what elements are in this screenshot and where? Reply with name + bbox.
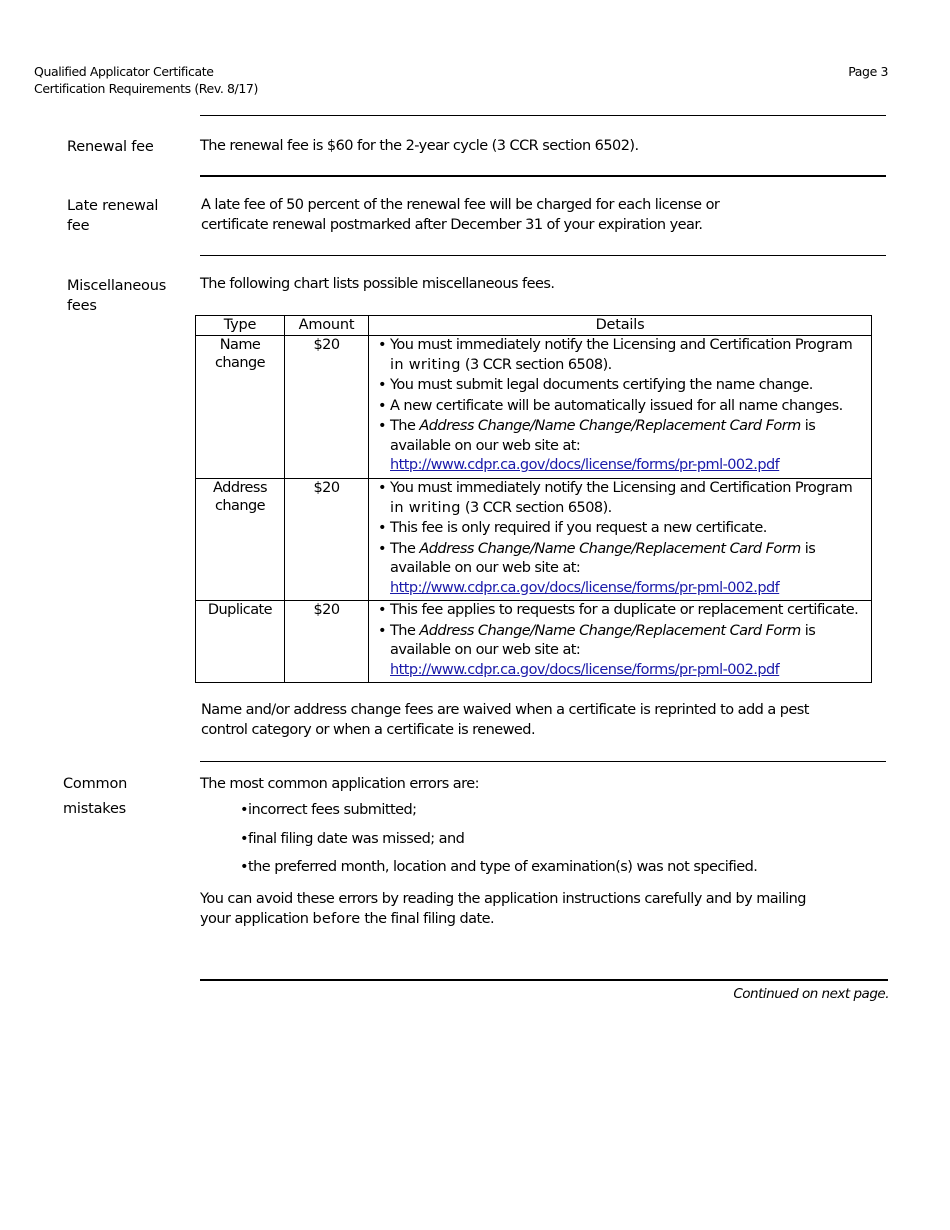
late-renewal-text: A late fee of 50 percent of the renewal fee will be charged for each license or certificate renewal postmarked after December 31 of your expiration year. — [201, 197, 720, 233]
list-item: • final filing date was missed; and — [200, 825, 757, 854]
table-row — [196, 336, 872, 479]
form-name: Address Change/Name Change/Replacement Card Form — [419, 540, 801, 557]
fee-type-cell: Name change — [196, 336, 285, 479]
detail-bullet: • This fee applies to requests for a duplicate or replacement certificate. — [390, 601, 865, 621]
form-link[interactable]: http://www.cdpr.ca.gov/docs/license/forms/pr-pml-002.pdf — [390, 661, 780, 678]
form-name: Address Change/Name Change/Replacement Card Form — [419, 418, 801, 434]
common-mistakes-intro: The most common application errors are: — [200, 776, 479, 792]
detail-bullet: • A new certificate will be automatically issued for all name changes. — [390, 397, 865, 417]
fee-details-cell — [369, 336, 872, 479]
renewal-fee-label: Renewal fee — [67, 139, 154, 155]
form-link[interactable]: http://www.cdpr.ca.gov/docs/license/forms/pr-pml-002.pdf — [390, 579, 780, 596]
fee-amount-cell: $20 — [285, 336, 369, 479]
renewal-fee-text: The renewal fee is $60 for the 2-year cycle (3 CCR section 6502). — [200, 138, 639, 154]
continued-note: Continued on next page. — [733, 986, 889, 1002]
table-header-row — [196, 316, 872, 336]
misc-fees-intro: The following chart lists possible miscellaneous fees. — [200, 276, 555, 292]
mistakes-list — [200, 796, 757, 882]
fee-details-cell — [369, 601, 872, 683]
misc-fees-note: Name and/or address change fees are waived when a certificate is reprinted to add a pest control category or when a certificate is renewed. — [201, 702, 809, 738]
common-mistakes-label: Common mistakes — [63, 776, 128, 817]
detail-bullet: • You must submit legal documents certifying the name change. — [390, 376, 865, 396]
form-link[interactable]: http://www.cdpr.ca.gov/docs/license/forms/pr-pml-002.pdf — [390, 457, 780, 473]
divider — [200, 761, 886, 762]
document-subtitle: Certification Requirements (Rev. 8/17) — [34, 81, 258, 96]
fee-amount-cell: $20 — [285, 479, 369, 601]
divider — [200, 175, 886, 177]
fee-type-cell: Address change — [196, 479, 285, 601]
detail-bullet: • You must immediately notify the Licensing and Certification Program in writing (3 CCR section 6508). — [390, 336, 865, 375]
fee-type-cell: Duplicate — [196, 601, 285, 683]
list-item: • incorrect fees submitted; — [200, 796, 757, 825]
detail-bullet: • This fee is only required if you request a new certificate. — [390, 519, 865, 539]
column-header-amount: Amount — [285, 316, 369, 336]
list-item: • the preferred month, location and type of examination(s) was not specified. — [200, 853, 757, 882]
detail-bullet: • The Address Change/Name Change/Replacement Card Form is available on our web site at: http://www.cdpr.ca.gov/docs/license/forms/pr-pml-002.pdf — [390, 622, 865, 681]
detail-bullet: • The Address Change/Name Change/Replacement Card Form is available on our web site at: http://www.cdpr.ca.gov/docs/license/forms/pr-pml-002.pdf — [390, 417, 865, 476]
page-number: Page 3 — [848, 64, 888, 79]
divider — [200, 115, 886, 116]
column-header-details: Details — [369, 316, 872, 336]
misc-fees-label: Miscellaneous fees — [67, 278, 167, 314]
late-renewal-label: Late renewal fee — [67, 198, 159, 234]
detail-bullet: • The Address Change/Name Change/Replacement Card Form is available on our web site at: http://www.cdpr.ca.gov/docs/license/forms/pr-pml-002.pdf — [390, 540, 865, 599]
detail-bullet: • You must immediately notify the Licensing and Certification Program in writing (3 CCR section 6508). — [390, 479, 865, 518]
divider — [200, 255, 886, 256]
form-name: Address Change/Name Change/Replacement Card Form — [419, 622, 801, 639]
fee-amount-cell: $20 — [285, 601, 369, 683]
table-row — [196, 479, 872, 601]
divider — [200, 979, 888, 981]
misc-fees-table — [195, 315, 872, 683]
document-header — [34, 63, 258, 97]
common-mistakes-outro: You can avoid these errors by reading the application instructions carefully and by mailing your application before the final filing date. — [200, 891, 806, 927]
column-header-type: Type — [196, 316, 285, 336]
fee-details-cell — [369, 479, 872, 601]
table-row — [196, 601, 872, 683]
document-title: Qualified Applicator Certificate — [34, 64, 214, 79]
